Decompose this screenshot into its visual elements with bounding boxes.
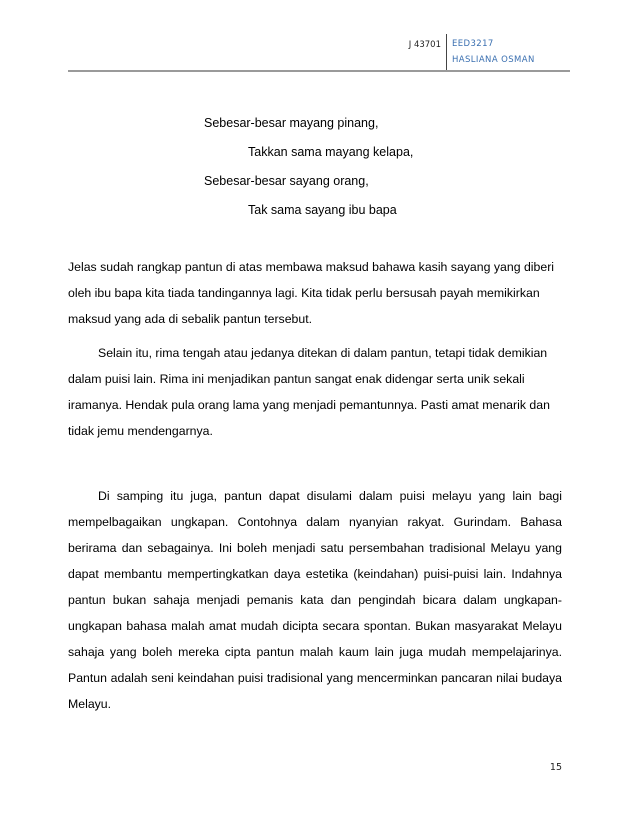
header-rule <box>68 70 570 72</box>
poem-line-1: Sebesar-besar mayang pinang, <box>204 116 379 130</box>
header-doc-id: J 43701 <box>408 40 441 50</box>
poem-line-2: Takkan sama mayang kelapa, <box>248 145 414 159</box>
paragraph-3: Di samping itu juga, pantun dapat disulami dalam puisi melayu yang lain bagi mempelbagaikan ungkapan. Contohnya dalam nyanyian rakyat. Gurindam. Bahasa berirama dan sebagainya. Ini boleh menjadi satu persembahan tradisional Melayu yang dapat membantu mempertingkatkan daya estetika (keindahan) puisi-puisi lain. Indahnya pantun bukan sahaja menjadi pemanis kata dan pengindah bicara dalam ungkapan-ungkapan bahasa malah amat mudah dicipta secara spontan. Bukan masyarakat Melayu sahaja yang boleh mereka cipta pantun malah kaum lain juga mudah mempelajarinya. Pantun adalah seni keindahan puisi tradisional yang mencerminkan pancaran nilai budaya Melayu. <box>68 489 562 711</box>
poem-line-4: Tak sama sayang ibu bapa <box>248 203 397 217</box>
paragraph-2: Selain itu, rima tengah atau jedanya ditekan di dalam pantun, tetapi tidak demikian dalam puisi lain. Rima ini menjadikan pantun sangat enak didengar serta unik sekali iramanya. Hendak pula orang lama yang menjadi pemantunnya. Pasti amat menarik dan tidak jemu mendengarnya. <box>68 346 550 438</box>
poem-line-3: Sebesar-besar sayang orang, <box>204 174 369 188</box>
header-divider <box>446 34 447 70</box>
header-course-code: EED3217 <box>452 39 494 49</box>
header-author: HASLIANA OSMAN <box>452 55 535 65</box>
paragraph-1: Jelas sudah rangkap pantun di atas membawa maksud bahawa kasih sayang yang diberi oleh ibu bapa kita tiada tandingannya lagi. Kita tidak perlu bersusah payah memikirkan maksud yang ada di sebalik pantun tersebut. <box>68 260 555 326</box>
page-number: 15 <box>549 762 562 773</box>
